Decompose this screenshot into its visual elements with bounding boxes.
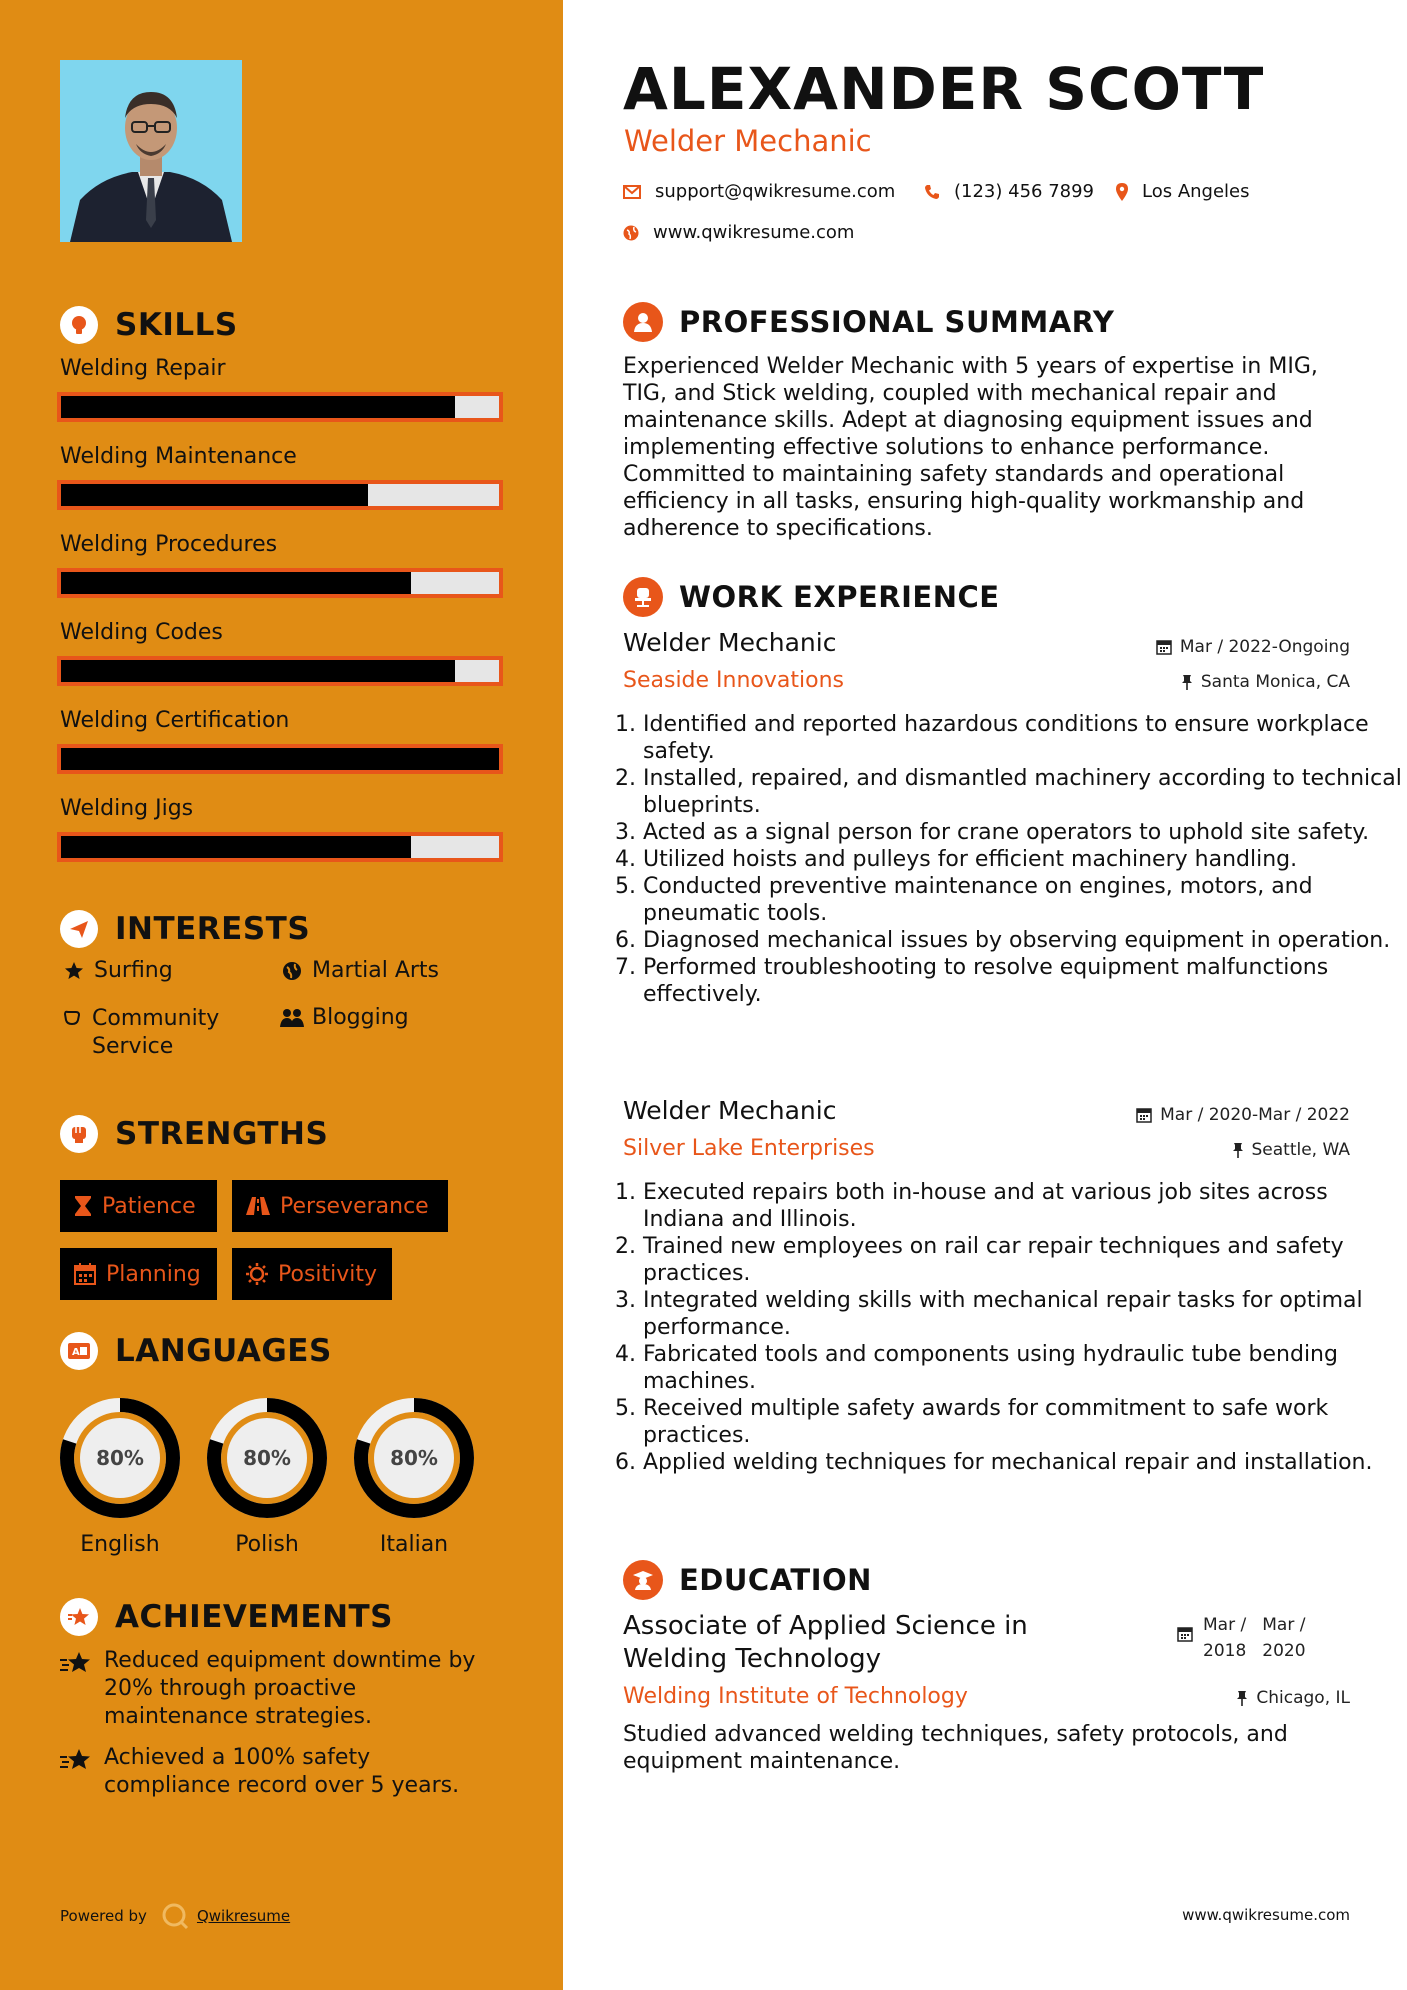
language-icon: [60, 1332, 98, 1370]
job-bullet: 6. Diagnosed mechanical issues by observing equipment in operation.: [643, 927, 1403, 954]
education-end-month: Mar /: [1262, 1615, 1306, 1635]
qwikresume-logo-icon: [161, 1902, 189, 1930]
users-icon: [278, 1005, 306, 1028]
star-icon: [60, 958, 88, 981]
skill-label: Welding Procedures: [60, 532, 278, 557]
education-degree: Associate of Applied Science in Welding Technology: [623, 1611, 1028, 1674]
strength-label: Planning: [106, 1261, 201, 1287]
interest-item: [278, 1005, 409, 1030]
fist-icon: [60, 1115, 98, 1153]
summary-text: Experienced Welder Mechanic with 5 years of expertise in MIG, TIG, and Stick welding, coupled with mechanical repair and maintenance skills. Adept at diagnosing equipment issues and implementing effective solutions to enhance performance. Committed to maintaining safety standards and operational efficiency in all tasks, ensuring high-quality workmanship and adherence to specifications.: [623, 354, 1318, 541]
powered-by-label: Powered by: [60, 1907, 147, 1925]
language-ring: [58, 1396, 182, 1520]
job-bullet: 6. Applied welding techniques for mechanical repair and installation.: [643, 1449, 1403, 1476]
website-text[interactable]: www.qwikresume.com: [653, 222, 855, 243]
globe-icon: [623, 225, 639, 241]
strengths-title: STRENGTHS: [115, 1116, 329, 1152]
interest-label: Community Service: [92, 1006, 220, 1059]
skill-bar: [57, 480, 503, 510]
education-dates: [1177, 1612, 1306, 1664]
job-bullet: 2. Trained new employees on rail car repair techniques and safety practices.: [643, 1233, 1403, 1287]
achievement-text: Achieved a 100% safety compliance record over 5 years.: [104, 1745, 460, 1798]
job-bullet: 1. Executed repairs both in-house and at various job sites across Indiana and Illinois.: [643, 1179, 1403, 1233]
job-bullet: 7. Performed troubleshooting to resolve equipment malfunctions effectively.: [643, 954, 1403, 1008]
achievement-item: [60, 1744, 500, 1800]
location-text: Los Angeles: [1142, 181, 1250, 202]
candidate-name: ALEXANDER SCOTT: [623, 55, 1265, 123]
contact-website: [623, 222, 854, 243]
strength-label: Patience: [102, 1193, 196, 1219]
phone-text[interactable]: (123) 456 7899: [954, 181, 1095, 202]
strength-chip: [232, 1248, 392, 1300]
education-school: Welding Institute of Technology: [623, 1684, 968, 1709]
pushpin-icon: [1232, 1142, 1244, 1158]
language-name: Polish: [235, 1532, 299, 1557]
email-text[interactable]: support@qwikresume.com: [655, 181, 896, 202]
calendar-icon: [1136, 1107, 1152, 1123]
interests-heading: [60, 909, 310, 949]
interest-label: Surfing: [94, 958, 173, 983]
education-location: [1236, 1688, 1350, 1708]
strength-chip: [232, 1180, 448, 1232]
lightbulb-icon: [60, 306, 98, 344]
job-dates-text: Mar / 2022-Ongoing: [1179, 637, 1350, 657]
skill-bar: [57, 392, 503, 422]
skill-label: Welding Repair: [60, 356, 226, 381]
user-icon: [623, 302, 663, 342]
skill-label: Welding Jigs: [60, 796, 194, 821]
job-company: Seaside Innovations: [623, 668, 844, 693]
phone-icon: [924, 184, 940, 200]
interest-label: Martial Arts: [312, 958, 440, 983]
job-title: Welder Mechanic: [623, 628, 837, 657]
interest-item: [278, 958, 439, 983]
achievements-heading: [60, 1597, 393, 1637]
skill-bar: [57, 832, 503, 862]
job-bullet: 3. Acted as a signal person for crane operators to uphold site safety.: [643, 819, 1403, 846]
job-bullets: [617, 711, 1403, 1008]
strength-label: Positivity: [278, 1261, 378, 1287]
job-dates-text: Mar / 2020-Mar / 2022: [1160, 1105, 1350, 1125]
skill-bar-fill: [61, 748, 499, 770]
candidate-role: Welder Mechanic: [624, 124, 872, 158]
education-end: [1262, 1612, 1305, 1664]
strength-label: Perseverance: [280, 1193, 429, 1219]
graduate-icon: [623, 1560, 663, 1600]
contact-location: [1116, 181, 1250, 202]
education-start: [1203, 1612, 1246, 1664]
envelope-icon: [623, 185, 641, 199]
sun-icon: [246, 1263, 268, 1285]
language-ring: [205, 1396, 329, 1520]
language-item: [205, 1396, 329, 1557]
job-bullet: 4. Fabricated tools and components using hydraulic tube bending machines.: [643, 1341, 1403, 1395]
paper-plane-icon: [60, 910, 98, 948]
job-bullet: 4. Utilized hoists and pulleys for efficient machinery handling.: [643, 846, 1403, 873]
job-dates: [1156, 637, 1350, 657]
job-location-text: Seattle, WA: [1251, 1140, 1350, 1160]
skill-bar: [57, 656, 503, 686]
strengths-heading: [60, 1114, 328, 1154]
qwikresume-link[interactable]: Qwikresume: [196, 1907, 291, 1925]
skill-bar-fill: [61, 660, 455, 682]
skill-label: Welding Maintenance: [60, 444, 297, 469]
skill-label: Welding Certification: [60, 708, 290, 733]
strength-chip: [60, 1248, 217, 1300]
skill-bar-fill: [61, 396, 455, 418]
achievements-title: ACHIEVEMENTS: [115, 1599, 394, 1635]
languages-title: LANGUAGES: [115, 1333, 332, 1369]
education-description: Studied advanced welding techniques, safety protocols, and equipment maintenance.: [623, 1722, 1288, 1774]
calendar-icon: [1156, 639, 1172, 655]
powered-by: [60, 1902, 290, 1930]
interest-item: [58, 1005, 258, 1061]
job-bullet: 5. Conducted preventive maintenance on engines, motors, and pneumatic tools.: [643, 873, 1403, 927]
summary-heading: [623, 300, 1114, 344]
trophy-star-icon: [60, 1598, 98, 1636]
language-ring: [352, 1396, 476, 1520]
interests-title: INTERESTS: [115, 911, 311, 947]
pushpin-icon: [1236, 1690, 1248, 1706]
job-bullets: [617, 1179, 1403, 1476]
calendar-icon: [74, 1263, 96, 1285]
skill-label: Welding Codes: [60, 620, 223, 645]
skill-bar: [57, 744, 503, 774]
star-burst-icon: [60, 1744, 104, 1780]
office-chair-icon: [623, 577, 663, 617]
job-bullet: 3. Integrated welding skills with mechanical repair tasks for optimal performance.: [643, 1287, 1403, 1341]
sidebar: [0, 0, 563, 1990]
job-location: [1232, 1140, 1351, 1160]
calendar-icon: [1177, 1612, 1193, 1647]
interest-label: Blogging: [312, 1005, 409, 1030]
achievement-item: [60, 1647, 500, 1731]
education-heading: [623, 1558, 872, 1602]
skills-title: SKILLS: [115, 307, 238, 343]
job-bullet: 5. Received multiple safety awards for commitment to safe work practices.: [643, 1395, 1403, 1449]
contact-email: [623, 181, 895, 202]
language-percent: 80%: [227, 1418, 307, 1498]
education-end-year: 2020: [1262, 1641, 1306, 1661]
language-name: Italian: [379, 1532, 449, 1557]
job-location-text: Santa Monica, CA: [1200, 672, 1350, 692]
contact-phone: [924, 181, 1094, 202]
hourglass-icon: [74, 1195, 92, 1217]
star-burst-icon: [60, 1647, 104, 1683]
skill-bar: [57, 568, 503, 598]
summary-title: PROFESSIONAL SUMMARY: [679, 305, 1115, 339]
interest-item: [60, 958, 173, 983]
footer-website[interactable]: www.qwikresume.com: [1182, 1906, 1350, 1924]
language-item: [352, 1396, 476, 1557]
language-name: English: [80, 1532, 160, 1557]
pushpin-icon: [1181, 674, 1193, 690]
skill-bar-fill: [61, 572, 411, 594]
hand-icon: [58, 1005, 86, 1028]
globe-icon: [278, 958, 306, 981]
svg-text:A: A: [72, 1347, 80, 1358]
job-bullet: 2. Installed, repaired, and dismantled machinery according to technical blueprints.: [643, 765, 1403, 819]
skill-bar-fill: [61, 836, 411, 858]
language-percent: 80%: [80, 1418, 160, 1498]
job-location: [1181, 672, 1350, 692]
main-content: [563, 0, 1407, 1990]
skills-heading: [60, 305, 238, 345]
profile-photo: [60, 60, 242, 242]
education-start-month: Mar /: [1203, 1615, 1247, 1635]
road-icon: [246, 1196, 270, 1216]
education-title: EDUCATION: [679, 1563, 872, 1597]
education-start-year: 2018: [1203, 1641, 1247, 1661]
job-title: Welder Mechanic: [623, 1096, 837, 1125]
languages-heading: [60, 1331, 332, 1371]
language-item: [58, 1396, 182, 1557]
skill-bar-fill: [61, 484, 368, 506]
experience-heading: [623, 575, 1000, 619]
job-company: Silver Lake Enterprises: [623, 1136, 875, 1161]
education-location-text: Chicago, IL: [1256, 1688, 1350, 1708]
language-percent: 80%: [374, 1418, 454, 1498]
strength-chip: [60, 1180, 217, 1232]
job-dates: [1136, 1105, 1350, 1125]
job-bullet: 1. Identified and reported hazardous conditions to ensure workplace safety.: [643, 711, 1403, 765]
map-pin-icon: [1116, 183, 1128, 201]
experience-title: WORK EXPERIENCE: [679, 580, 1000, 614]
achievement-text: Reduced equipment downtime by 20% through proactive maintenance strategies.: [104, 1648, 476, 1729]
